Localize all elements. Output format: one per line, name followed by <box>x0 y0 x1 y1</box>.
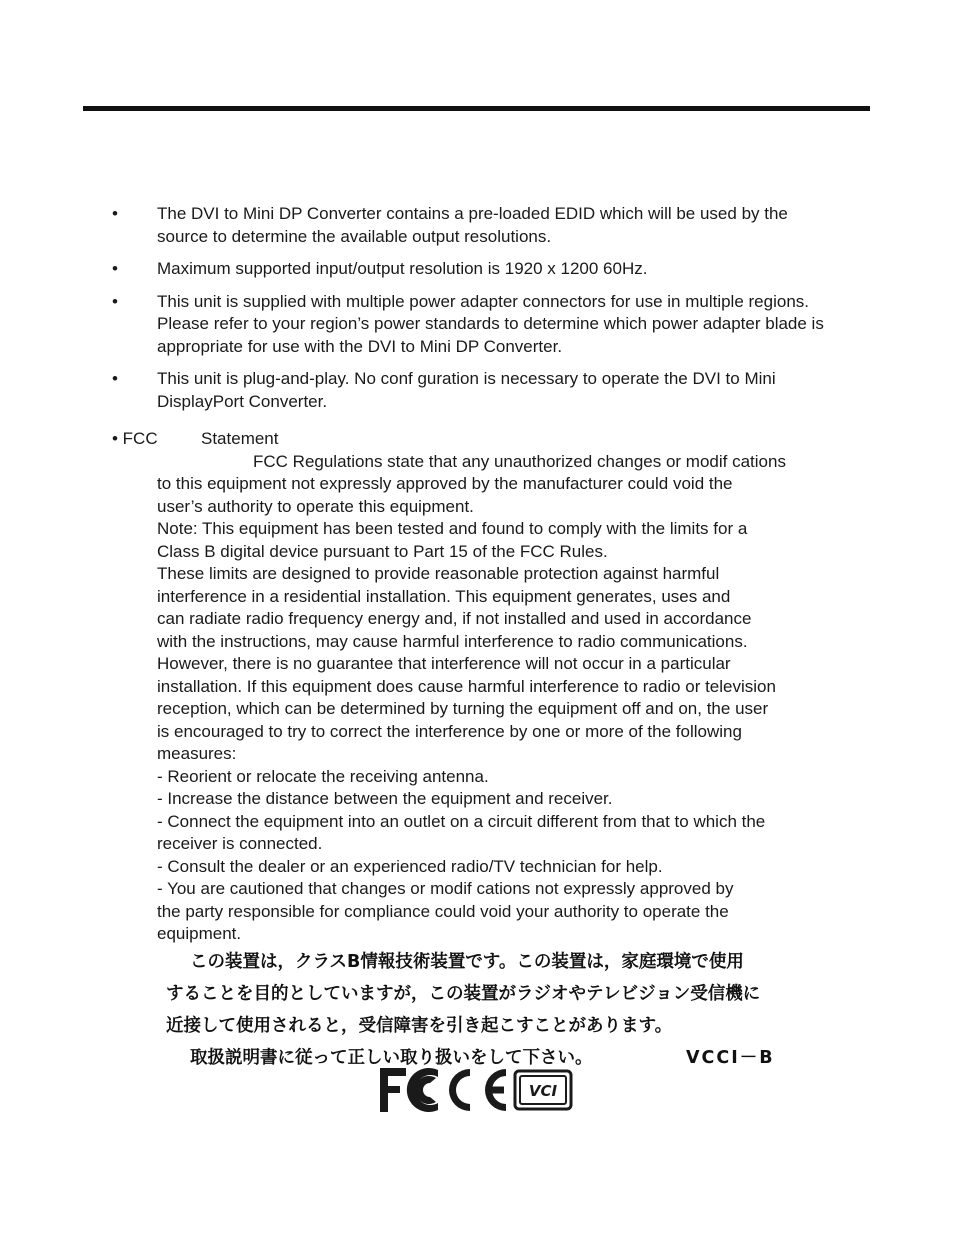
bullet-text: The DVI to Mini DP Converter contains a pre-loaded EDID which will be used by the source to determine the available output resolutions. <box>157 204 788 246</box>
fcc-prefix: • FCC <box>112 429 158 448</box>
bullet-item-power-adapter <box>112 291 842 359</box>
ce-logo-icon <box>449 1069 506 1111</box>
bullet-marker: • <box>112 259 118 278</box>
bullet-text: This unit is supplied with multiple power adapter connectors for use in multiple regions. Please refer to your region’s power standards to determine which power adapter blade is appropriate for use with the DVI to Mini DP Converter. <box>157 291 824 356</box>
vcci-logo-text: VCI <box>528 1082 558 1100</box>
vcci-line-4-text: 取扱説明書に従って正しい取り扱いをして下さい。 <box>190 1048 593 1068</box>
vcci-line-2: することを目的としていますが，この装置がラジオやテレビジョン受信機に <box>166 984 761 1004</box>
bullet-text: This unit is plug-and-play. No conf guration is necessary to operate the DVI to Mini DisplayPort Converter. <box>157 369 776 411</box>
fcc-statement <box>112 428 852 946</box>
bullet-item-edid <box>112 203 842 248</box>
certification-logos <box>378 1064 578 1116</box>
fcc-body <box>112 451 852 946</box>
fcc-heading <box>112 428 852 451</box>
fcc-first-line: FCC Regulations state that any unauthorized changes or modif cations <box>253 451 786 471</box>
bullet-marker: • <box>112 369 118 388</box>
fcc-heading-word: Statement <box>201 429 279 448</box>
bullet-item-resolution <box>112 258 842 281</box>
bullet-text: Maximum supported input/output resolution is 1920 x 1200 60Hz. <box>157 259 648 278</box>
vcci-logo-icon <box>515 1071 571 1109</box>
vcci-line-3: 近接して使用されると，受信障害を引き起こすことがあります。 <box>166 1016 673 1036</box>
fcc-body-text: to this equipment not expressly approved by the manufacturer could void the user’s authority to operate this equipment. Note: This equipment has been tested and found to comply with the limits for a Class B digital device pursuant to Part 15 of the FCC Rules. These limits are designed to provide reasonable protection against harmful interference in a residential installation. This equipment generates, uses and can radiate radio frequency energy and, if not installed and used in accordance with the instructions, may cause harmful interference to radio communications. However, there is no guarantee that interference will not occur in a particular installation. If this equipment does cause harmful interference to radio or television reception, which can be determined by turning the equipment off and on, the user is encouraged to try to correct the interference by one or more of the following measures: - Reorient or relocate the receiving antenna. - Increase the distance between the equipment and receiver. - Connect the equipment into an outlet on a circuit different from that to which the receiver is connected. - Consult the dealer or an experienced radio/TV technician for help. - You are cautioned that changes or modif cations not expressly approved by the party responsible for compliance could void your authority to operate the equipment. <box>157 474 776 943</box>
vcci-class-mark: VCCI－B <box>686 1048 775 1068</box>
header-rule <box>83 106 870 111</box>
bullet-item-plug-and-play <box>112 368 842 413</box>
bullet-marker: • <box>112 204 118 223</box>
fcc-logo-icon <box>380 1068 438 1112</box>
bullet-list <box>112 203 842 423</box>
vcci-line-1: この装置は，クラスB情報技術装置です。この装置は，家庭環境で使用 <box>190 952 744 972</box>
vcci-notice <box>166 946 806 1074</box>
bullet-marker: • <box>112 291 118 311</box>
